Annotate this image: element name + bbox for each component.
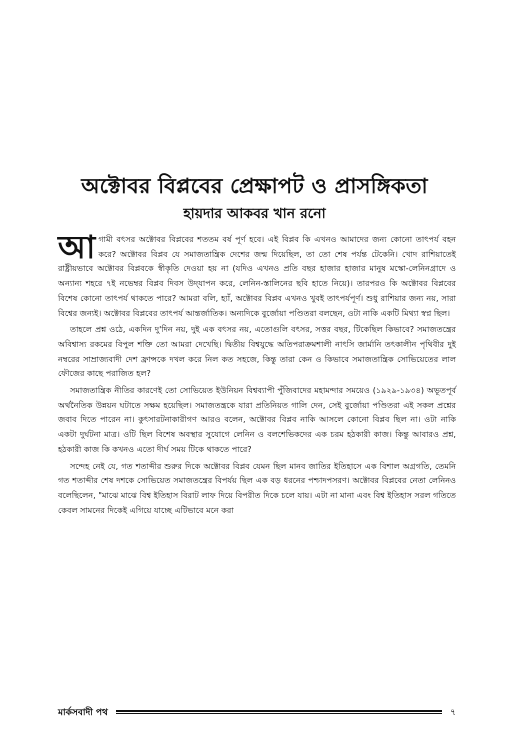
article-body xyxy=(58,228,456,519)
publication-name: মার্কসবাদী পথ xyxy=(58,707,108,718)
paragraph-3: সমাজতান্ত্রিক নীতির কারণেই তো সোভিয়েত ইউনিয়ন বিশ্বব্যাপী পুঁজিবাদের মহামন্দার সময়েও (১৯২৯-১৯৩৪) অভূতপূর্ব অর্থনৈতিক উন্নয়ন ঘটাতে সক্ষম হয়েছিল। সমাজতন্ত্রকে যারা প্রতিনিয়ত গালি দেন, সেই বুর্জোয়া পণ্ডিতরা এই সকল প্রশ্নের জবাব দিতে পারেন না। কুৎসারটনাকারীগণ আরও বলেন, অক্টোবর বিপ্লব নাকি আসলে কোনো বিপ্লব ছিল না। ওটা নাকি একটা দুর্ঘটনা মাত্র। ওটি ছিল বিশেষ অবস্থার সুযোগে লেনিন ও বলশেভিকদের এক চরম হঠকারী কাজ। কিন্তু আবারও প্রশ্ন, হঠকারী কাজ কি কখনও এতো দীর্ঘ সময় টিকে থাকতে পারে? xyxy=(58,385,456,454)
page-footer xyxy=(58,705,456,719)
paragraph-1 xyxy=(58,228,456,320)
drop-cap: আ xyxy=(58,228,96,266)
page-number: ৭ xyxy=(450,707,456,718)
paragraph-1-text: গামী বৎসর অক্টোবর বিপ্লবের শততম বর্ষ পূর্ণ হবে। এই বিপ্লব কি এখনও আমাদের জন্য কোনো তাৎপর্য বহন করে? অক্টোবর বিপ্লব যে সমাজতান্ত্রিক দেশের জন্ম দিয়েছিল, তা তো শেষ পর্যন্ত টেকেনি। খোদ রাশিয়াতেই রাষ্ট্রীয়ভাবে অক্টোবর বিপ্লবকে স্বীকৃতি দেওয়া হয় না (যদিও এখনও প্রতি বছর হাজার হাজার মানুষ মস্কো-লেনিনগ্রাদে ও অন্যান্য শহরে ৭ই নভেম্বর বিপ্লব দিবস উদ্‌যাপন করে, লেনিন-স্তালিনের ছবি হাতে নিয়ে)। তারপরও কি অক্টোবর বিপ্লবের বিশেষ কোনো তাৎপর্য থাকতে পারে? আমরা বলি, হ্যাঁ, অক্টোবর বিপ্লব এখনও খুবই তাৎপর্যপূর্ণ। শুধু রাশিয়ার জন্য নয়, সারা বিশ্বের জন্যই। অক্টোবর বিপ্লবের তাৎপর্য আন্তর্জাতিক। অন্যদিকে বুর্জোয়া পণ্ডিতরা বলছেন, ওটা নাকি একটি মিথ্যা স্বপ্ন ছিল। xyxy=(58,234,456,318)
article-title: অক্টোবর বিপ্লবের প্রেক্ষাপট ও প্রাসঙ্গিকতা xyxy=(81,173,428,198)
paragraph-4: সন্দেহ নেই যে, গত শতাব্দীর শুরুর দিকে অক্টোবর বিপ্লব যেমন ছিল মানব জাতির ইতিহাসে এক বিশাল অগ্রগতি, তেমনি গত শতাব্দীর শেষ দশকে সোভিয়েত সমাজতন্ত্রের বিপর্যয় ছিল এক বড় ধরনের পশ্চাদপসরণ। অক্টোবর বিপ্লবের নেতা লেনিনও বলেছিলেন, "মাঝে মাঝে বিশ্ব ইতিহাস বিরাট লাফ দিয়ে বিপরীত দিকে চলে যায়। এটা না মানা এবং বিশ্ব ইতিহাস সরল গতিতে কেবল সামনের দিকেই এগিয়ে যাচ্ছে এটিভাবে মনে করা xyxy=(58,460,456,515)
footer-rule xyxy=(116,710,442,714)
paragraph-2: তাহলে প্রশ্ন ওঠে, একদিন দু'দিন নয়, দুই এক বৎসর নয়, এতোগুলি বৎসর, সত্তর বছর, টিকেছিল কিভাবে? সমাজতন্ত্রের অবিশ্বাস্য রকমের বিপুল শক্তি তো আমরা দেখেছি। দ্বিতীয় বিশ্বযুদ্ধে অতিপরাক্রমশালী নাৎসি জার্মানি তৎকালীন পৃথিবীর দুই নম্বরের সাম্রাজ্যবাদী দেশ ফ্রান্সকে দখল করে নিল কত সহজে, কিন্তু তারা কেন ও কিভাবে সমাজতান্ত্রিক সোভিয়েতের লাল ফৌজের কাছে পরাজিত হল? xyxy=(58,324,456,379)
article-author: হায়দার আকবর খান রনো xyxy=(183,206,326,222)
